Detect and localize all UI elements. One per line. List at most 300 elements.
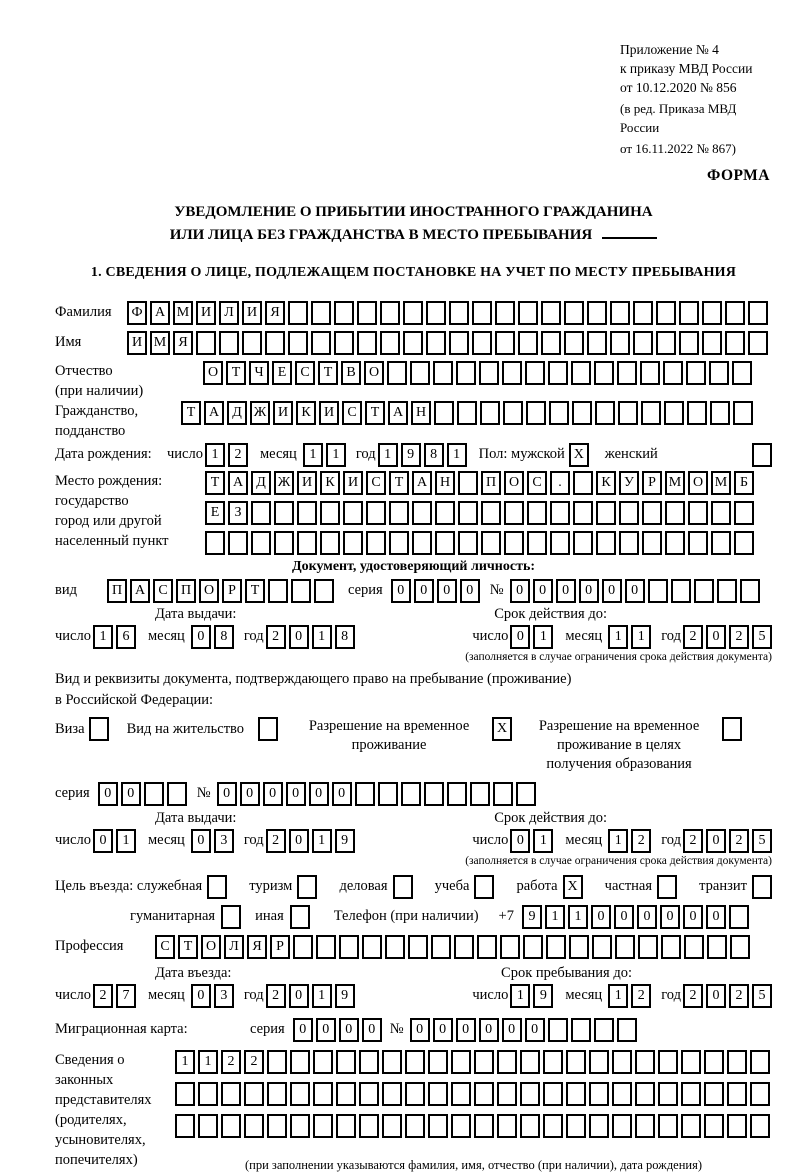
char-box[interactable]: 1 <box>175 1050 195 1074</box>
char-box[interactable] <box>594 1018 614 1042</box>
char-box[interactable] <box>610 301 630 325</box>
char-box[interactable] <box>334 331 354 355</box>
char-box[interactable]: К <box>596 471 616 495</box>
char-box[interactable] <box>288 301 308 325</box>
purpose-other-checkbox[interactable] <box>290 905 310 929</box>
char-box[interactable] <box>612 1050 632 1074</box>
char-box[interactable]: С <box>155 935 175 959</box>
char-box[interactable] <box>313 1050 333 1074</box>
char-box[interactable]: 2 <box>93 984 113 1008</box>
char-box[interactable] <box>679 331 699 355</box>
char-box[interactable] <box>526 401 546 425</box>
char-box[interactable]: О <box>203 361 223 385</box>
char-box[interactable] <box>681 1114 701 1138</box>
char-box[interactable]: С <box>366 471 386 495</box>
char-box[interactable] <box>470 782 490 806</box>
char-box[interactable] <box>635 1050 655 1074</box>
char-box[interactable]: 2 <box>729 984 749 1008</box>
char-box[interactable]: Т <box>318 361 338 385</box>
char-box[interactable] <box>480 401 500 425</box>
char-box[interactable] <box>320 531 340 555</box>
char-box[interactable]: А <box>228 471 248 495</box>
char-box[interactable] <box>456 361 476 385</box>
char-box[interactable] <box>493 782 513 806</box>
char-box[interactable]: 0 <box>289 625 309 649</box>
char-box[interactable] <box>550 531 570 555</box>
char-box[interactable] <box>387 361 407 385</box>
char-box[interactable] <box>733 401 753 425</box>
char-box[interactable]: С <box>342 401 362 425</box>
char-box[interactable] <box>320 501 340 525</box>
char-box[interactable]: А <box>204 401 224 425</box>
char-box[interactable]: С <box>527 471 547 495</box>
char-box[interactable]: А <box>412 471 432 495</box>
char-box[interactable]: 1 <box>326 443 346 467</box>
char-box[interactable]: 0 <box>460 579 480 603</box>
char-box[interactable] <box>711 501 731 525</box>
char-box[interactable] <box>635 1114 655 1138</box>
char-box[interactable] <box>389 501 409 525</box>
char-box[interactable] <box>343 531 363 555</box>
char-box[interactable]: 1 <box>545 905 565 929</box>
char-box[interactable] <box>198 1082 218 1106</box>
char-box[interactable] <box>520 1114 540 1138</box>
char-box[interactable] <box>451 1050 471 1074</box>
char-box[interactable]: Б <box>734 471 754 495</box>
char-box[interactable] <box>311 301 331 325</box>
char-box[interactable]: 0 <box>706 984 726 1008</box>
char-box[interactable] <box>405 1050 425 1074</box>
char-box[interactable] <box>412 531 432 555</box>
char-box[interactable]: 2 <box>266 829 286 853</box>
char-box[interactable]: 1 <box>198 1050 218 1074</box>
char-box[interactable] <box>314 579 334 603</box>
char-box[interactable] <box>316 935 336 959</box>
char-box[interactable] <box>474 1114 494 1138</box>
char-box[interactable] <box>518 331 538 355</box>
char-box[interactable]: 0 <box>579 579 599 603</box>
char-box[interactable] <box>587 331 607 355</box>
char-box[interactable] <box>144 782 164 806</box>
char-box[interactable]: Т <box>181 401 201 425</box>
char-box[interactable] <box>382 1114 402 1138</box>
char-box[interactable] <box>612 1082 632 1106</box>
char-box[interactable]: 2 <box>266 625 286 649</box>
char-box[interactable] <box>410 361 430 385</box>
char-box[interactable] <box>502 361 522 385</box>
char-box[interactable]: 1 <box>608 625 628 649</box>
char-box[interactable] <box>454 935 474 959</box>
char-box[interactable] <box>543 1050 563 1074</box>
char-box[interactable] <box>619 531 639 555</box>
char-box[interactable]: 0 <box>93 829 113 853</box>
char-box[interactable] <box>665 531 685 555</box>
char-box[interactable]: 2 <box>631 829 651 853</box>
char-box[interactable]: Ж <box>274 471 294 495</box>
char-box[interactable] <box>382 1050 402 1074</box>
char-box[interactable] <box>681 1082 701 1106</box>
char-box[interactable] <box>313 1114 333 1138</box>
char-box[interactable]: Ж <box>250 401 270 425</box>
purpose-work-checkbox[interactable]: X <box>563 875 583 899</box>
char-box[interactable] <box>548 361 568 385</box>
char-box[interactable]: 2 <box>683 984 703 1008</box>
char-box[interactable]: 2 <box>683 829 703 853</box>
char-box[interactable] <box>638 935 658 959</box>
char-box[interactable]: 2 <box>228 443 248 467</box>
char-box[interactable]: Я <box>265 301 285 325</box>
char-box[interactable] <box>242 331 262 355</box>
char-box[interactable]: 0 <box>510 579 530 603</box>
char-box[interactable]: 0 <box>683 905 703 929</box>
char-box[interactable] <box>717 579 737 603</box>
char-box[interactable]: 1 <box>312 625 332 649</box>
char-box[interactable]: И <box>242 301 262 325</box>
char-box[interactable] <box>357 331 377 355</box>
char-box[interactable] <box>550 501 570 525</box>
char-box[interactable] <box>730 935 750 959</box>
char-box[interactable] <box>175 1082 195 1106</box>
char-box[interactable]: 8 <box>424 443 444 467</box>
char-box[interactable] <box>642 531 662 555</box>
char-box[interactable] <box>472 301 492 325</box>
char-box[interactable]: Т <box>245 579 265 603</box>
char-box[interactable]: Д <box>227 401 247 425</box>
char-box[interactable] <box>428 1082 448 1106</box>
char-box[interactable] <box>648 579 668 603</box>
char-box[interactable] <box>290 1114 310 1138</box>
char-box[interactable] <box>424 782 444 806</box>
char-box[interactable] <box>704 1114 724 1138</box>
char-box[interactable]: 0 <box>391 579 411 603</box>
char-box[interactable] <box>661 935 681 959</box>
char-box[interactable]: Я <box>173 331 193 355</box>
char-box[interactable] <box>527 531 547 555</box>
char-box[interactable]: 0 <box>602 579 622 603</box>
char-box[interactable] <box>617 361 637 385</box>
char-box[interactable]: 0 <box>191 829 211 853</box>
char-box[interactable]: Т <box>205 471 225 495</box>
char-box[interactable] <box>727 1114 747 1138</box>
char-box[interactable] <box>495 331 515 355</box>
char-box[interactable] <box>702 331 722 355</box>
char-box[interactable] <box>658 1114 678 1138</box>
char-box[interactable] <box>228 531 248 555</box>
char-box[interactable]: О <box>199 579 219 603</box>
char-box[interactable] <box>520 1082 540 1106</box>
char-box[interactable] <box>428 1050 448 1074</box>
char-box[interactable] <box>359 1082 379 1106</box>
char-box[interactable] <box>205 531 225 555</box>
char-box[interactable] <box>336 1050 356 1074</box>
char-box[interactable]: 1 <box>568 905 588 929</box>
char-box[interactable]: 6 <box>116 625 136 649</box>
char-box[interactable]: 2 <box>729 829 749 853</box>
char-box[interactable] <box>750 1082 770 1106</box>
char-box[interactable] <box>750 1114 770 1138</box>
char-box[interactable] <box>595 401 615 425</box>
char-box[interactable] <box>458 531 478 555</box>
char-box[interactable]: 0 <box>240 782 260 806</box>
char-box[interactable] <box>592 935 612 959</box>
char-box[interactable] <box>618 401 638 425</box>
char-box[interactable]: Л <box>224 935 244 959</box>
char-box[interactable] <box>569 935 589 959</box>
char-box[interactable] <box>658 1082 678 1106</box>
char-box[interactable]: 0 <box>332 782 352 806</box>
char-box[interactable]: А <box>150 301 170 325</box>
char-box[interactable] <box>458 471 478 495</box>
char-box[interactable] <box>495 301 515 325</box>
char-box[interactable]: З <box>228 501 248 525</box>
char-box[interactable]: П <box>481 471 501 495</box>
char-box[interactable] <box>403 331 423 355</box>
char-box[interactable]: 3 <box>214 829 234 853</box>
char-box[interactable] <box>541 331 561 355</box>
char-box[interactable]: М <box>173 301 193 325</box>
char-box[interactable] <box>380 301 400 325</box>
char-box[interactable] <box>663 361 683 385</box>
char-box[interactable]: 0 <box>637 905 657 929</box>
char-box[interactable] <box>665 501 685 525</box>
char-box[interactable] <box>572 401 592 425</box>
char-box[interactable]: М <box>711 471 731 495</box>
char-box[interactable] <box>594 361 614 385</box>
char-box[interactable] <box>313 1082 333 1106</box>
char-box[interactable] <box>527 501 547 525</box>
char-box[interactable]: 1 <box>533 829 553 853</box>
char-box[interactable]: 0 <box>263 782 283 806</box>
char-box[interactable]: 0 <box>510 625 530 649</box>
char-box[interactable] <box>274 531 294 555</box>
char-box[interactable]: Н <box>411 401 431 425</box>
char-box[interactable] <box>355 782 375 806</box>
char-box[interactable] <box>479 361 499 385</box>
char-box[interactable]: К <box>296 401 316 425</box>
char-box[interactable]: 5 <box>752 625 772 649</box>
char-box[interactable]: 1 <box>533 625 553 649</box>
char-box[interactable]: 9 <box>533 984 553 1008</box>
char-box[interactable] <box>543 1082 563 1106</box>
char-box[interactable] <box>612 1114 632 1138</box>
char-box[interactable] <box>707 935 727 959</box>
char-box[interactable]: 8 <box>214 625 234 649</box>
char-box[interactable] <box>589 1050 609 1074</box>
char-box[interactable]: 5 <box>752 829 772 853</box>
char-box[interactable] <box>658 1050 678 1074</box>
char-box[interactable] <box>688 531 708 555</box>
char-box[interactable] <box>434 401 454 425</box>
char-box[interactable]: М <box>665 471 685 495</box>
purpose-study-checkbox[interactable] <box>474 875 494 899</box>
char-box[interactable] <box>219 331 239 355</box>
char-box[interactable] <box>704 1050 724 1074</box>
char-box[interactable] <box>546 935 566 959</box>
char-box[interactable] <box>196 331 216 355</box>
char-box[interactable]: 1 <box>93 625 113 649</box>
char-box[interactable]: Т <box>178 935 198 959</box>
char-box[interactable]: 1 <box>116 829 136 853</box>
char-box[interactable]: 1 <box>510 984 530 1008</box>
char-box[interactable] <box>457 401 477 425</box>
char-box[interactable] <box>694 579 714 603</box>
char-box[interactable]: 1 <box>631 625 651 649</box>
char-box[interactable]: Р <box>642 471 662 495</box>
char-box[interactable]: 5 <box>752 984 772 1008</box>
char-box[interactable] <box>244 1082 264 1106</box>
char-box[interactable]: 0 <box>510 829 530 853</box>
char-box[interactable] <box>596 531 616 555</box>
char-box[interactable] <box>297 531 317 555</box>
char-box[interactable] <box>686 361 706 385</box>
char-box[interactable] <box>343 501 363 525</box>
temp-residence-edu-checkbox[interactable] <box>722 717 742 741</box>
char-box[interactable]: Н <box>435 471 455 495</box>
char-box[interactable] <box>571 1018 591 1042</box>
char-box[interactable]: 0 <box>286 782 306 806</box>
char-box[interactable]: Л <box>219 301 239 325</box>
char-box[interactable] <box>548 1018 568 1042</box>
char-box[interactable] <box>288 331 308 355</box>
char-box[interactable]: И <box>196 301 216 325</box>
char-box[interactable]: 0 <box>556 579 576 603</box>
char-box[interactable]: 0 <box>316 1018 336 1042</box>
char-box[interactable] <box>167 782 187 806</box>
char-box[interactable] <box>481 501 501 525</box>
char-box[interactable] <box>564 301 584 325</box>
char-box[interactable] <box>504 501 524 525</box>
char-box[interactable]: А <box>388 401 408 425</box>
char-box[interactable] <box>687 401 707 425</box>
char-box[interactable] <box>408 935 428 959</box>
char-box[interactable] <box>734 531 754 555</box>
char-box[interactable] <box>268 579 288 603</box>
char-box[interactable] <box>640 361 660 385</box>
char-box[interactable] <box>750 1050 770 1074</box>
char-box[interactable] <box>290 1050 310 1074</box>
char-box[interactable]: О <box>688 471 708 495</box>
char-box[interactable] <box>516 782 536 806</box>
char-box[interactable] <box>656 331 676 355</box>
purpose-humanitarian-checkbox[interactable] <box>221 905 241 929</box>
char-box[interactable] <box>336 1114 356 1138</box>
char-box[interactable] <box>525 361 545 385</box>
char-box[interactable]: 0 <box>625 579 645 603</box>
char-box[interactable]: 0 <box>362 1018 382 1042</box>
char-box[interactable]: 0 <box>437 579 457 603</box>
char-box[interactable] <box>684 935 704 959</box>
char-box[interactable] <box>732 361 752 385</box>
char-box[interactable] <box>573 531 593 555</box>
char-box[interactable] <box>474 1082 494 1106</box>
char-box[interactable]: 0 <box>293 1018 313 1042</box>
char-box[interactable]: . <box>550 471 570 495</box>
char-box[interactable] <box>447 782 467 806</box>
visa-checkbox[interactable] <box>89 717 109 741</box>
char-box[interactable] <box>549 401 569 425</box>
male-checkbox[interactable]: X <box>569 443 589 467</box>
char-box[interactable] <box>503 401 523 425</box>
char-box[interactable]: 0 <box>660 905 680 929</box>
char-box[interactable] <box>504 531 524 555</box>
char-box[interactable] <box>267 1050 287 1074</box>
char-box[interactable]: 0 <box>414 579 434 603</box>
char-box[interactable]: 1 <box>312 984 332 1008</box>
char-box[interactable] <box>433 361 453 385</box>
char-box[interactable] <box>573 471 593 495</box>
char-box[interactable] <box>748 331 768 355</box>
char-box[interactable] <box>428 1114 448 1138</box>
char-box[interactable]: 0 <box>614 905 634 929</box>
char-box[interactable]: 2 <box>631 984 651 1008</box>
char-box[interactable] <box>727 1082 747 1106</box>
char-box[interactable] <box>671 579 691 603</box>
char-box[interactable] <box>497 1082 517 1106</box>
char-box[interactable] <box>679 301 699 325</box>
char-box[interactable]: 0 <box>525 1018 545 1042</box>
char-box[interactable] <box>244 1114 264 1138</box>
char-box[interactable]: 0 <box>410 1018 430 1042</box>
char-box[interactable]: П <box>107 579 127 603</box>
char-box[interactable] <box>710 401 730 425</box>
char-box[interactable]: И <box>273 401 293 425</box>
char-box[interactable] <box>359 1114 379 1138</box>
char-box[interactable] <box>497 1114 517 1138</box>
char-box[interactable] <box>357 301 377 325</box>
char-box[interactable]: 0 <box>289 829 309 853</box>
char-box[interactable] <box>221 1114 241 1138</box>
char-box[interactable] <box>619 501 639 525</box>
char-box[interactable] <box>291 579 311 603</box>
char-box[interactable] <box>688 501 708 525</box>
purpose-tourism-checkbox[interactable] <box>297 875 317 899</box>
char-box[interactable] <box>403 301 423 325</box>
char-box[interactable] <box>458 501 478 525</box>
char-box[interactable] <box>435 531 455 555</box>
char-box[interactable] <box>265 331 285 355</box>
char-box[interactable]: 9 <box>401 443 421 467</box>
char-box[interactable] <box>518 301 538 325</box>
char-box[interactable] <box>435 501 455 525</box>
char-box[interactable] <box>311 331 331 355</box>
char-box[interactable] <box>610 331 630 355</box>
char-box[interactable] <box>290 1082 310 1106</box>
char-box[interactable] <box>589 1082 609 1106</box>
char-box[interactable]: Р <box>270 935 290 959</box>
char-box[interactable]: И <box>319 401 339 425</box>
char-box[interactable] <box>587 301 607 325</box>
female-checkbox[interactable] <box>752 443 772 467</box>
purpose-transit-checkbox[interactable] <box>752 875 772 899</box>
char-box[interactable]: 9 <box>522 905 542 929</box>
residence-permit-checkbox[interactable] <box>258 717 278 741</box>
char-box[interactable]: 9 <box>335 829 355 853</box>
char-box[interactable] <box>541 301 561 325</box>
char-box[interactable] <box>366 531 386 555</box>
char-box[interactable]: Ф <box>127 301 147 325</box>
char-box[interactable]: 0 <box>706 829 726 853</box>
char-box[interactable] <box>405 1114 425 1138</box>
char-box[interactable]: 2 <box>244 1050 264 1074</box>
char-box[interactable]: 0 <box>433 1018 453 1042</box>
char-box[interactable]: 0 <box>191 984 211 1008</box>
char-box[interactable] <box>641 401 661 425</box>
char-box[interactable] <box>198 1114 218 1138</box>
char-box[interactable] <box>725 301 745 325</box>
char-box[interactable] <box>474 1050 494 1074</box>
char-box[interactable] <box>571 361 591 385</box>
char-box[interactable]: 0 <box>502 1018 522 1042</box>
